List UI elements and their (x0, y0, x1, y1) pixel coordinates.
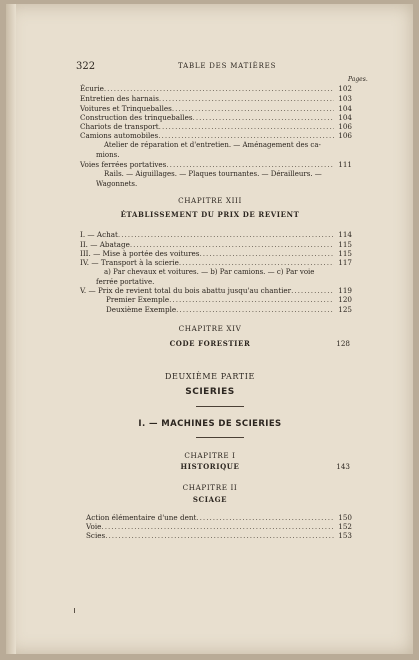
toc-entry: Écurie ..... 102 (80, 84, 352, 93)
toc-entry: Voie ..... 152 (86, 522, 352, 531)
toc-entry: Premier Exemple ..... 120 (106, 295, 352, 304)
toc-entry: Voitures et Trinqueballes ..... 104 (80, 104, 352, 113)
part-title: SCIERIES (185, 387, 235, 397)
toc-entry: Entretien des harnais ..... 103 (80, 94, 352, 103)
toc-entry: Deuxième Exemple ..... 125 (106, 305, 352, 314)
toc-subentry: Atelier de réparation et d'entretien. — Aménagement des ca- (104, 141, 321, 149)
page-mark (74, 608, 75, 613)
section-title: I. — MACHINES DE SCIERIES (138, 419, 282, 429)
page-number: 322 (76, 61, 96, 72)
toc-entry: Scies ..... 153 (86, 531, 352, 540)
toc-subentry: ferrée portative. (96, 278, 155, 286)
toc-entry: II. — Abatage ..... 115 (80, 240, 352, 249)
toc-entry: V. — Prix de revient total du bois abattu jusqu'au chantier ..... 119 (80, 286, 352, 295)
toc-subentry: mions. (96, 151, 120, 159)
chapter-heading: CHAPITRE XIII (178, 196, 242, 205)
toc-subentry: Rails. — Aiguillages. — Plaques tournantes. — Dérailleurs. — (104, 170, 322, 178)
running-title: TABLE DES MATIÈRES (178, 62, 277, 70)
page-gutter-shadow (6, 4, 16, 654)
toc-entry: III. — Mise à portée des voitures ..... 115 (80, 249, 352, 258)
toc-subentry: a) Par chevaux et voitures. — b) Par camions. — c) Par voie (104, 268, 315, 276)
toc-entry: Camions automobiles ..... 106 (80, 131, 352, 140)
chapter-heading: CHAPITRE II (182, 483, 238, 492)
toc-entry: I. — Achat ..... 114 (80, 230, 352, 239)
toc-entry: IV. — Transport à la scierie ..... 117 (80, 258, 352, 267)
chapter-title: SCIAGE (192, 495, 228, 504)
toc-page-number: 128 (336, 339, 350, 348)
chapter-heading: CHAPITRE I (184, 451, 236, 460)
toc-page-number: 143 (336, 462, 350, 471)
toc-entry: Construction des trinqueballes ..... 104 (80, 113, 352, 122)
chapter-title: CODE FORESTIER (169, 339, 251, 348)
page-header (76, 61, 356, 73)
part-heading: DEUXIÈME PARTIE (165, 372, 255, 381)
pages-column-label: Pages. (348, 76, 368, 83)
chapter-title: ÉTABLISSEMENT DU PRIX DE REVIENT (120, 210, 300, 219)
divider (196, 437, 244, 438)
chapter-title: HISTORIQUE (180, 462, 240, 471)
toc-subentry: Wagonnets. (96, 180, 138, 188)
chapter-heading: CHAPITRE XIV (178, 324, 242, 333)
toc-entry: Chariots de transport ..... 106 (80, 122, 352, 131)
toc-entry: Voies ferrées portatives ..... 111 (80, 160, 352, 169)
toc-entry: Action élémentaire d'une dent ..... 150 (86, 513, 352, 522)
divider (196, 406, 244, 407)
